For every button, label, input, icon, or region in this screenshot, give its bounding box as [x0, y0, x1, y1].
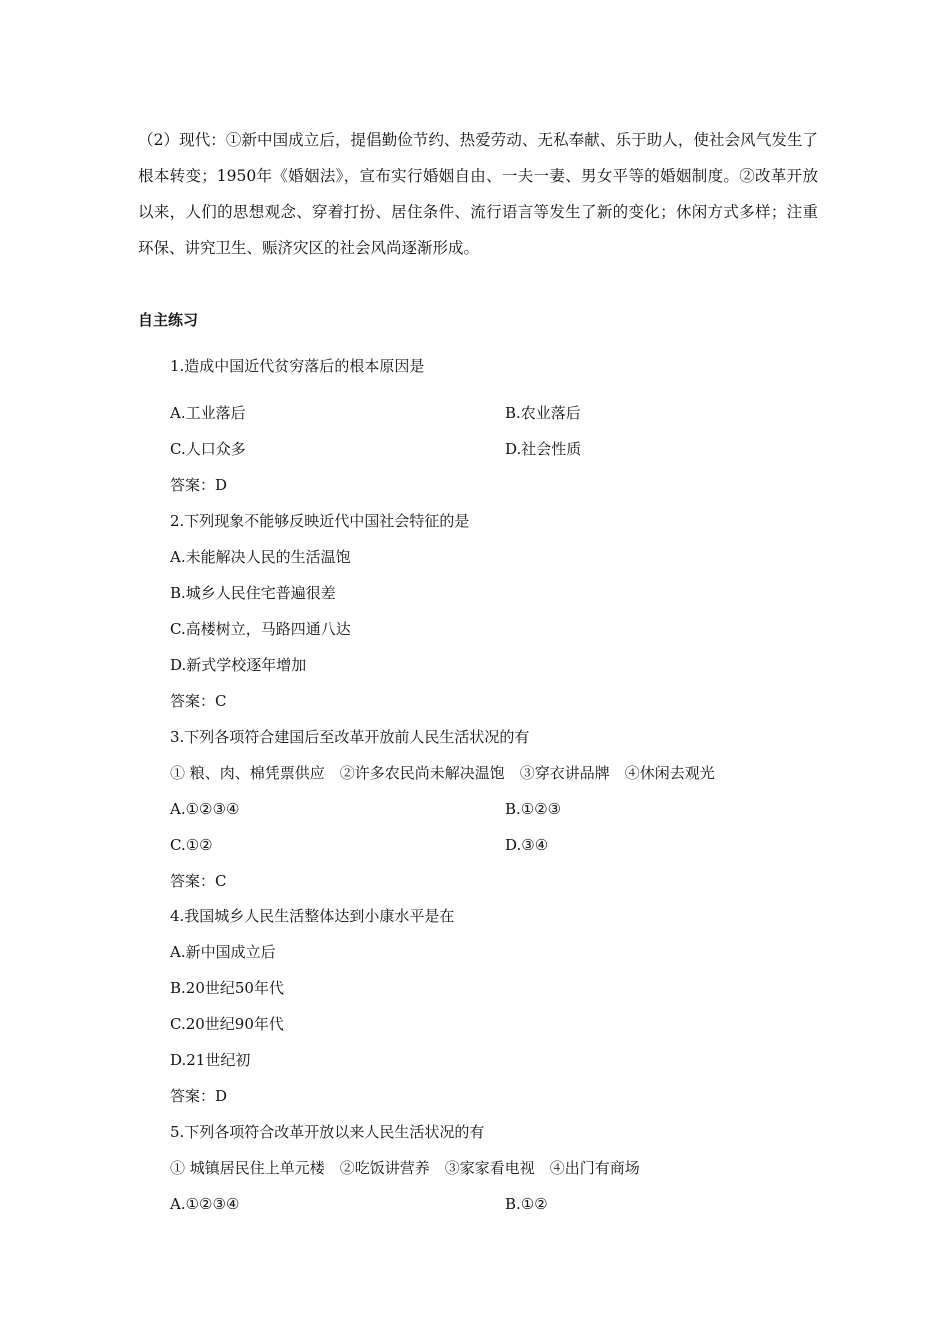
intro-section: [138, 122, 818, 266]
option-c: C.20世纪90年代: [170, 1015, 284, 1033]
question-stem: 4.我国城乡人民生活整体达到小康水平是在: [170, 907, 455, 925]
option-b: B.①②③: [505, 800, 562, 818]
answer-line: 答案：D: [170, 476, 228, 494]
option-d: D.新式学校逐年增加: [170, 656, 307, 674]
option-b: B.20世纪50年代: [170, 979, 284, 997]
option-c: C.高楼树立，马路四通八达: [170, 620, 351, 638]
question-items: ① 粮、肉、棉凭票供应 ②许多农民尚未解决温饱 ③穿衣讲品牌 ④休闲去观光: [170, 764, 715, 782]
option-b: B.城乡人民住宅普遍很差: [170, 584, 336, 602]
answer-line: 答案：C: [170, 692, 227, 710]
question-stem: 5.下列各项符合改革开放以来人民生活状况的有: [170, 1123, 485, 1141]
option-d: D.社会性质: [505, 440, 582, 458]
option-b: B.①②: [505, 1195, 548, 1213]
intro-paragraph: （2）现代：①新中国成立后，提倡勤俭节约、热爱劳动、无私奉献、乐于助人，使社会风气发生了根本转变；1950年《婚姻法》，宣布实行婚姻自由、一夫一妻、男女平等的婚姻制度。②改革开放以来，人们的思想观念、穿着打扮、居住条件、流行语言等发生了新的变化；休闲方式多样；注重环保、讲究卫生、赈济灾区的社会风尚逐渐形成。: [138, 131, 818, 257]
answer-line: 答案：D: [170, 1087, 228, 1105]
option-c: C.①②: [170, 836, 213, 854]
option-a: A.新中国成立后: [170, 943, 276, 961]
option-a: A.未能解决人民的生活温饱: [170, 548, 351, 566]
section-title: 自主练习: [138, 311, 199, 329]
question-stem: 2.下列现象不能够反映近代中国社会特征的是: [170, 512, 470, 530]
question-stem: 1.造成中国近代贫穷落后的根本原因是: [170, 357, 425, 375]
question-items: ① 城镇居民住上单元楼 ②吃饭讲营养 ③家家看电视 ④出门有商场: [170, 1159, 640, 1177]
question-stem: 3.下列各项符合建国后至改革开放前人民生活状况的有: [170, 728, 530, 746]
option-b: B.农业落后: [505, 404, 581, 422]
option-a: A.①②③④: [170, 1195, 240, 1213]
option-c: C.人口众多: [170, 440, 246, 458]
option-a: A.①②③④: [170, 800, 240, 818]
answer-line: 答案：C: [170, 872, 227, 890]
option-d: D.21世纪初: [170, 1051, 251, 1069]
option-a: A.工业落后: [170, 404, 246, 422]
option-d: D.③④: [505, 836, 549, 854]
